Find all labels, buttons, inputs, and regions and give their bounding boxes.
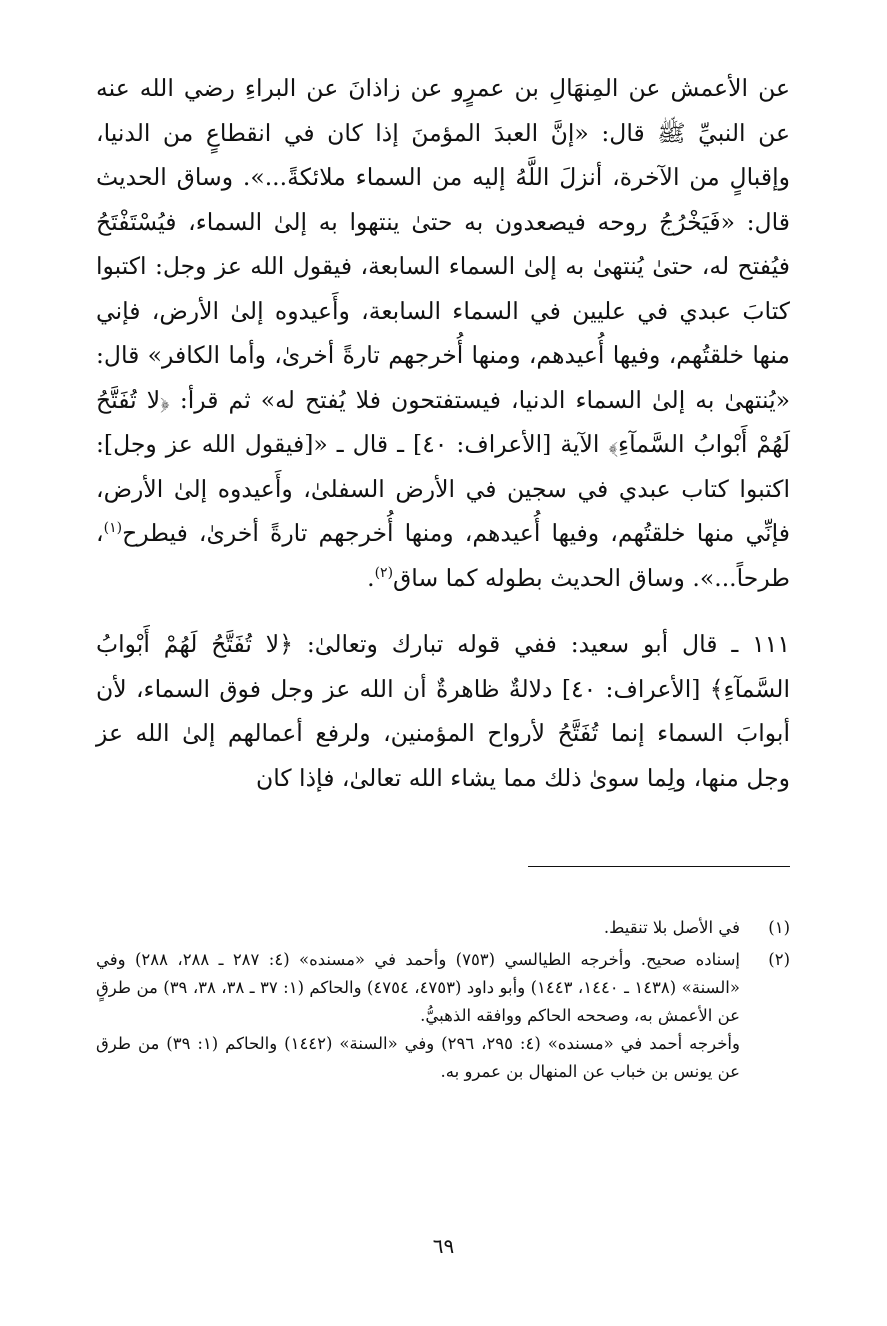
footnote-text: إسناده صحيح. وأخرجه الطيالسي (٧٥٣) وأحمد في «مسنده» (٤: ٢٨٧ ـ ٢٨٨، ٢٨٨) وفي «السنة» (١٤٣٨ ـ ١٤٤٠، ١٤٤٣) وأبو داود (٤٧٥٣، ٤٧٥٤) والحاكم (١: ٣٧ ـ ٣٨، ٣٨، ٣٩) من طرقٍ عن الأعمش به، وصححه الحاكم ووافقه الذهبيُّ. [96, 950, 740, 1025]
footnote-2 [96, 946, 790, 1086]
paragraph-hadith-part-b: ، طرحاً...». وساق الحديث بطوله كما ساق [96, 519, 790, 592]
footnote-text: في الأصل بلا تنقيط. [603, 918, 740, 937]
main-text [96, 66, 790, 800]
footnote-text: وأخرجه أحمد في «مسنده» (٤: ٢٩٥، ٢٩٦) وفي «السنة» (١٤٤٢) والحاكم (١: ٣٩) من طرق عن يونس بن خباب عن المنهال بن عمرو به. [96, 1034, 740, 1081]
footnote-body [96, 914, 740, 942]
footnote-number: (٢) [768, 950, 790, 969]
footnotes [96, 914, 790, 1090]
footnote-ref-2[interactable]: (٢) [374, 564, 394, 581]
footnote-body [96, 946, 740, 1086]
paragraph-hadith-part-c: . [367, 563, 375, 592]
paragraph-hadith [96, 66, 790, 600]
page-content [96, 66, 790, 800]
footnote-ref-1[interactable]: (١) [103, 520, 123, 537]
footnote-divider [528, 866, 790, 867]
page-number: ٦٩ [432, 1234, 455, 1258]
footnote-number: (١) [768, 918, 790, 937]
footnote-1 [96, 914, 790, 942]
paragraph-hadith-part-a: عن الأعمش عن المِنهَالِ بن عمرٍو عن زاذانَ عن البراءِ رضي الله عنه عن النبيِّ ﷺ قال: «إنَّ العبدَ المؤمنَ إذا كان في انقطاعٍ من الدنيا، وإقبالٍ من الآخرة، أنزلَ اللَّهُ إليه من السماء ملائكةً...». وساق الحديث قال: «فَيَخْرُجُ روحه فيصعدون به حتىٰ ينتهوا به إلىٰ السماء، فيُسْتَفْتَحُ فيُفتح له، حتىٰ يُنتهىٰ به إلىٰ السماء السابعة، فيقول الله عز وجل: اكتبوا كتابَ عبدي في عليين في السماء السابعة، وأَعيدوه إلىٰ الأرض، فإني منها خلقتُهم، وفيها أُعيدهم، ومنها أُخرجهم تارةً أخرىٰ، وأما الكافر» قال: «يُنتهىٰ به إلىٰ السماء الدنيا، فيستفتحون فلا يُفتح له» ثم قرأ: ﴿لا تُفَتَّحُ لَهُمْ أَبْوابُ السَّمآءِ﴾ الآية [الأعراف: ٤٠] ـ قال ـ «[فيقول الله عز وجل]: اكتبوا كتاب عبدي في سجين في الأرض السفلىٰ، وأَعيدوه إلىٰ الأرض، فإنِّي منها خلقتُهم، وفيها أُعيدهم، ومنها أُخرجهم تارةً أخرىٰ، فيطرح [96, 74, 791, 547]
paragraph-111: ١١١ ـ قال أبو سعيد: ففي قوله تبارك وتعالىٰ: ﴿لا تُفَتَّحُ لَهُمْ أَبْوابُ السَّمآءِ﴾ [الأعراف: ٤٠] دلالةٌ ظاهرةٌ أن الله عز وجل فوق السماء، لأن أبوابَ السماء إنما تُفَتَّحُ لأرواح المؤمنين، ولرفع أعمالهم إلىٰ الله عز وجل منها، ولِما سوىٰ ذلك مما يشاء الله تعالىٰ، فإذا كان [96, 630, 790, 792]
